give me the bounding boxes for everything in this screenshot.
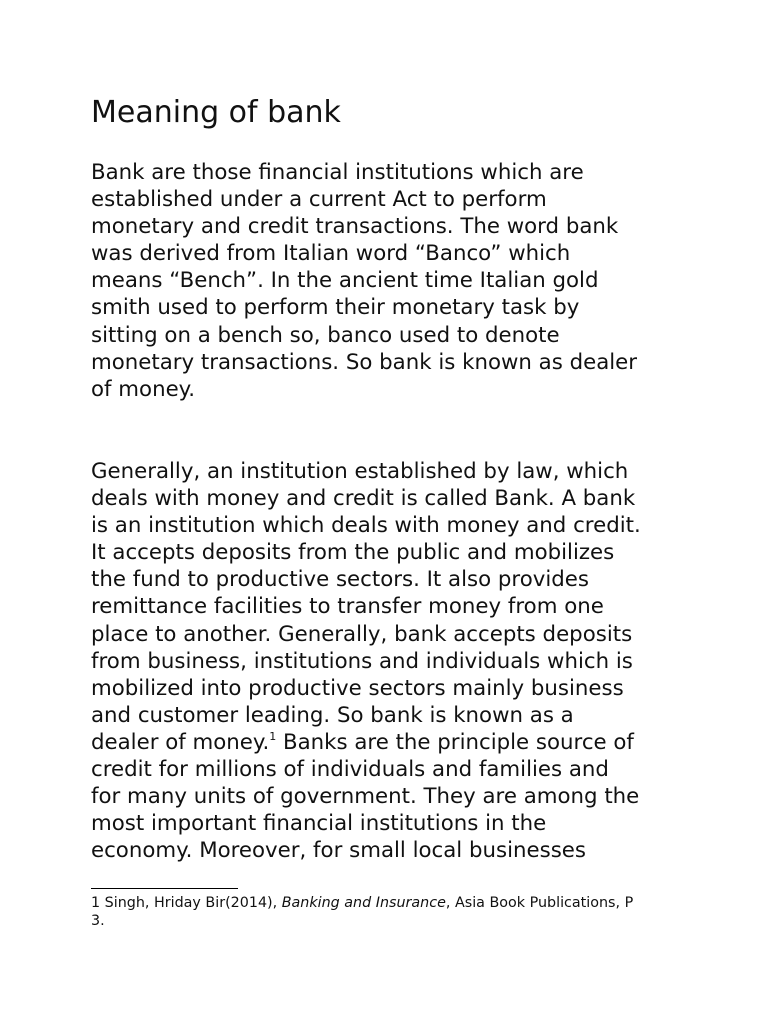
text-line: place to another. Generally, bank accepts deposits [91,621,633,647]
text-line-with-footnote-ref [91,729,691,756]
text-line: Generally, an institution established by law, which [91,459,629,484]
footnote-separator [91,888,238,889]
paragraph-definition [91,458,691,864]
footnote-title: Banking and Insurance [281,895,446,911]
text-line: deals with money and credit is called Bank. A bank [91,486,636,512]
text-line: the fund to productive sectors. It also provides [91,567,589,593]
text-line: remittance facilities to transfer money from one [91,594,604,620]
text-line: of money. [91,376,196,402]
text-line: was derived from Italian word “Banco” which [91,241,571,267]
text-line: established under a current Act to perform [91,187,547,213]
text-fragment: Banks are the principle source of [276,729,634,755]
text-line: credit for millions of individuals and families and [91,757,609,783]
footnote-line [91,894,681,912]
text-line: It accepts deposits from the public and mobilizes [91,540,615,566]
footnote-line: 3. [91,913,105,929]
paragraph-meaning [91,159,691,403]
text-line: Bank are those financial institutions which are [91,160,584,185]
text-line: and customer leading. So bank is known as a [91,702,574,728]
text-line: economy. Moreover, for small local businesses [91,838,587,864]
text-line: means “Bench”. In the ancient time Italian gold [91,268,599,294]
text-line: from business, institutions and individuals which is [91,648,633,674]
footnote [91,894,681,930]
text-line: sitting on a bench so, banco used to denote [91,322,560,348]
text-line: is an institution which deals with money and credit. [91,513,641,539]
footnote-suffix: , Asia Book Publications, P [445,895,634,911]
page-title: Meaning of bank [91,95,341,130]
text-line: monetary transactions. So bank is known as dealer [91,349,638,375]
text-line: monetary and credit transactions. The word bank [91,214,619,240]
text-line: smith used to perform their monetary task by [91,295,580,321]
footnote-prefix: 1 Singh, Hriday Bir(2014), [91,895,282,911]
text-line: most important financial institutions in the [91,811,547,837]
text-line: for many units of government. They are among the [91,784,640,810]
text-fragment: dealer of money. [91,729,270,755]
text-line: mobilized into productive sectors mainly business [91,675,624,701]
footnote-reference[interactable]: 1 [269,729,277,743]
